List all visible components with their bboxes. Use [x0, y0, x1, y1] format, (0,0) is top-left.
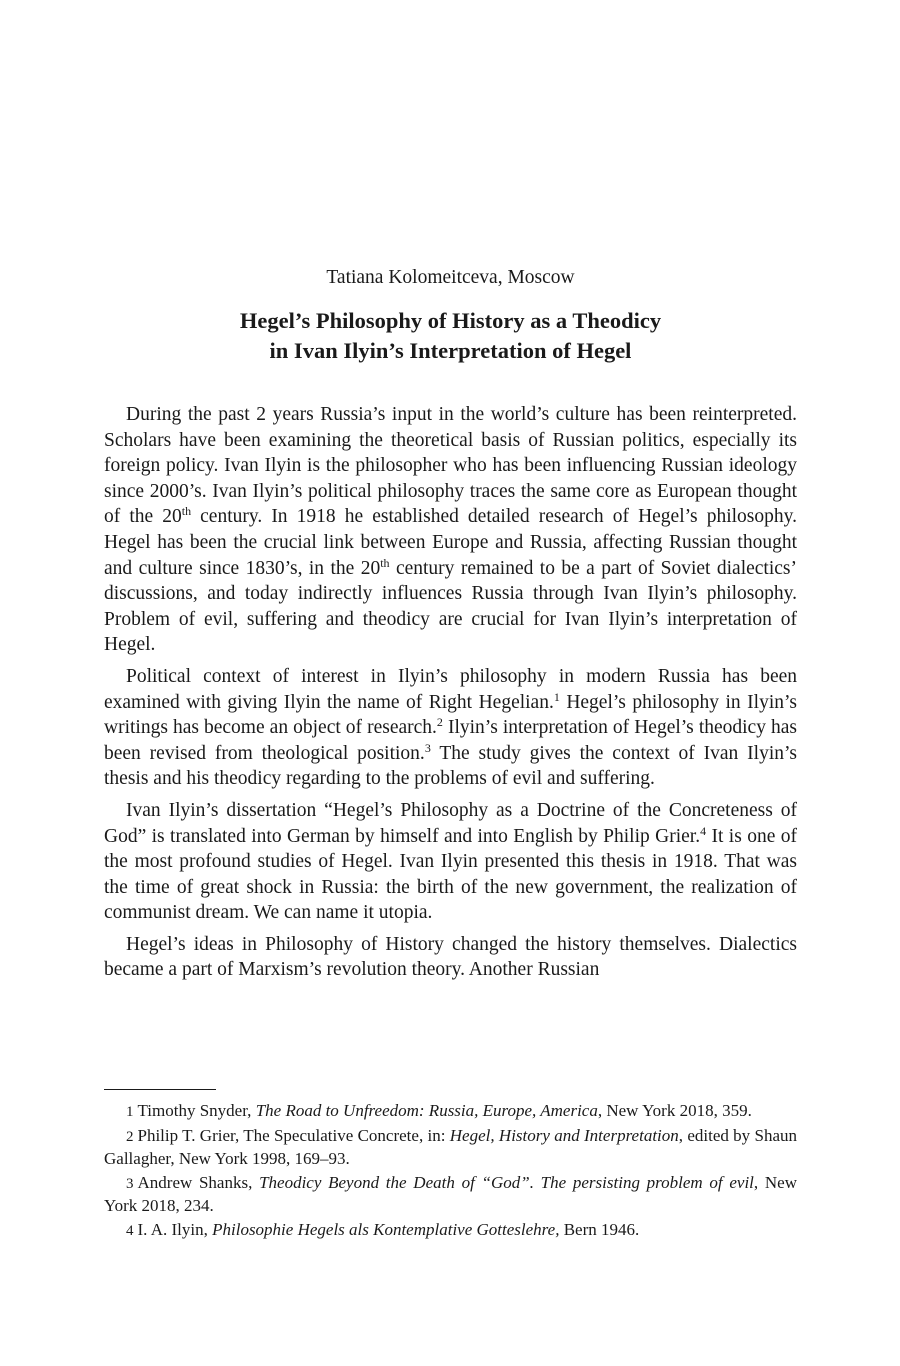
footnote-title: The Road to Unfreedom: Russia, Europe, America — [255, 1101, 598, 1120]
footnote-text: Andrew Shanks, — [137, 1172, 260, 1192]
paragraph-3 — [104, 798, 797, 926]
paragraph-4: Hegel’s ideas in Philosophy of History changed the history themselves. Dialectics became a part of Marxism’s revolution theory. Another Russian — [104, 933, 797, 981]
footnote-divider — [104, 1089, 216, 1090]
superscript-th: th — [181, 504, 192, 519]
footnote-text: I. A. Ilyin, — [137, 1219, 213, 1239]
footnote-number: 4 — [126, 1222, 134, 1239]
footnote-3 — [104, 1172, 797, 1218]
title-line-1: Hegel’s Philosophy of History as a Theodicy — [239, 308, 662, 333]
footnote-ref-3[interactable]: 3 — [424, 740, 431, 755]
paragraph-1 — [104, 402, 797, 658]
title-line-2: in Ivan Ilyin’s Interpretation of Hegel — [269, 338, 632, 363]
paragraph-2-text-c: Ilyin’s interpretation of Hegel’s theodicy has been revised from theological position. — [104, 717, 797, 764]
footnote-text: Timothy Snyder, — [137, 1101, 256, 1120]
superscript-th: th — [380, 555, 390, 570]
footnote-ref-4[interactable]: 4 — [700, 823, 707, 838]
footnote-number: 3 — [126, 1175, 134, 1192]
footnote-text: Philip T. Grier, The Speculative Concrete, in: — [137, 1125, 450, 1145]
paragraph-2-text-a: Political context of interest in Ilyin’s philosophy in modern Russia has been examined with giving Ilyin the name of Right Hegelian. — [104, 665, 797, 713]
paper-title — [104, 306, 797, 366]
footnote-text: , edited by Shaun Gallagher, New York 1998, 169–93. — [104, 1125, 797, 1168]
author-line: Tatiana Kolomeitceva, Moscow — [326, 267, 575, 288]
footnote-text: Bern 1946. — [559, 1219, 640, 1239]
footnote-ref-2[interactable]: 2 — [436, 715, 443, 730]
footnote-number: 2 — [126, 1128, 134, 1145]
footnote-number: 1 — [126, 1104, 134, 1120]
paragraph-1-text-c: century remained to be a part of Soviet dialectics’ discussions, and today indirectly influences Russia through Ivan Ilyin’s philosophy. Problem of evil, suffering and theodicy are crucial for Ivan Ilyin’s interpretation of Hegel. — [104, 557, 798, 656]
paragraph-1-text-a: During the past 2 years Russia’s input in the world’s culture has been reinterpreted. Scholars have been examining the theoretical basis of Russian politics, especially its foreign policy. Ivan Ilyin is the philosopher who has been influencing Russian ideology since 2000’s. Ivan Ilyin’s political philosophy traces the same core as European thought of the 20 — [104, 404, 797, 528]
footnote-1 — [104, 1100, 797, 1124]
paragraph-2-text-b: Hegel’s philosophy in Ilyin’s writings has become an object of research. — [104, 691, 797, 739]
paragraph-3-text-a: Ivan Ilyin’s dissertation “Hegel’s Philosophy as a Doctrine of the Concreteness of God” is translated into German by himself and into English by Philip Grier. — [104, 799, 797, 847]
footnote-ref-1[interactable]: 1 — [553, 689, 560, 704]
footnotes — [104, 1100, 797, 1243]
footnote-title: Hegel, History and Interpretation — [449, 1125, 679, 1145]
paragraph-1-text-b: century. In 1918 he established detailed research of Hegel’s philosophy. Hegel has been the crucial link between Europe and Russia, affecting Russian thought and culture since 1830’s, in the 20 — [104, 506, 797, 579]
body-text — [104, 402, 797, 989]
paragraph-2-text-d: The study gives the context of Ivan Ilyin’s thesis and his theodicy regarding to the problems of evil and suffering. — [104, 742, 797, 790]
paragraph-2 — [104, 664, 797, 792]
footnote-2 — [104, 1125, 797, 1171]
footnote-title: Theodicy Beyond the Death of “God”. The persisting problem of evil — [259, 1172, 754, 1192]
footnote-text: , New York 2018, 234. — [104, 1172, 797, 1215]
footnote-4 — [104, 1219, 797, 1243]
footnote-title: Philosophie Hegels als Kontemplative Gotteslehre, — [212, 1219, 560, 1239]
paragraph-3-text-b: It is one of the most profound studies of Hegel. Ivan Ilyin presented this thesis in 1918. That was the time of great shock in Russia: the birth of the new government, the realization of communist dream. We can name it utopia. — [104, 825, 797, 924]
footnote-text: , New York 2018, 359. — [597, 1101, 752, 1120]
